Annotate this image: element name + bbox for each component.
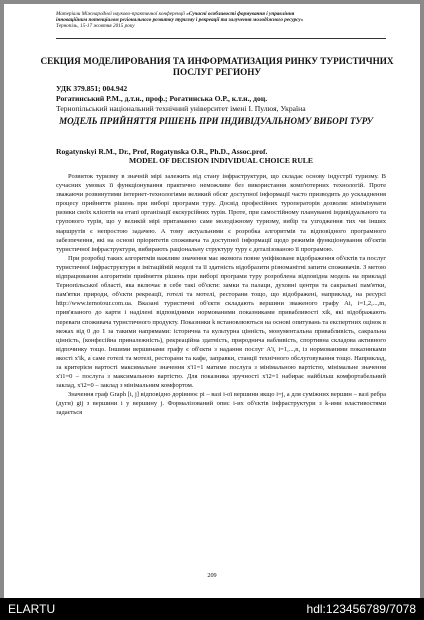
header-line1: Матеріали Міжнародної науково-практичної конференції bbox=[56, 11, 185, 17]
authors-en: Rogatynskyi R.M., Dr., Prof, Rogatynska O.R., Ph.D., Assoc.prof. bbox=[56, 147, 268, 156]
paper-title-ua: МОДЕЛЬ ПРИЙНЯТТЯ РІШЕНЬ ПРИ ІНДИВІДУАЛЬНОМУ ВИБОРІ ТУРУ bbox=[59, 116, 373, 126]
paragraph: Значення граф Graph [i, j] відповідно дорівнює pi – вазі i-ої вершини якщо i=j, а для суміжних вершин – вазі ребра (дуги) gij з вершини i у вершину j. Формалізований опис i-их об'єктів інфраструктури з k-ими властивостями задається bbox=[56, 391, 386, 417]
footer-repository-label: ELARTU bbox=[8, 602, 56, 616]
header-line2: інноваційним потенціалом регіонального розвитку туризму і рекреації та залучення молодіжного ресурсу» bbox=[56, 17, 304, 24]
viewer-footer bbox=[0, 598, 424, 620]
section-title: СЕКЦИЯ МОДЕЛИРОВАНИЯ ТА ИНФОРМАТИЗАЦИЯ РИНКУ ТУРИСТИЧНИХ ПОСЛУГ РЕГИОНУ bbox=[40, 56, 394, 77]
footer-handle-link[interactable]: hdl:123456789/7078 bbox=[306, 602, 416, 616]
page-number: 209 bbox=[207, 572, 217, 579]
authors-ua: Рогатинський Р.М., д.т.н., проф.; Рогатинська О.Р., к.т.н., доц. bbox=[56, 94, 268, 103]
header-rule bbox=[56, 38, 386, 39]
conference-header bbox=[56, 11, 386, 30]
paragraph: Розвиток туризму в значній мірі залежить від стану інфраструктури, що складає основу індустрії туризму. В сучасних умовах її функціонування практично неможливе без використання комп'ютерних технологій. Проте зважаючи розвинутими інтернет-технологіями великий обсяг доступної інформації часто призводить до ускладнення процесу прийняття рішень при виборі програми туру. Досвід професійних туроператорів дозволяє мінімізувати ризики своїх клієнтів на етапі організації екскурсійних турів. Проте, при самостійному плануванні індивідуального та групового турів, що у великій мірі притаманно саме молодіжному туризму, вибір та узгодження тих чи інших маршрутів є непростою задачею. А тому актуальними є розробка алгоритмів та відповідного програмного забезпечення, які на основі пріоритетів споживача та доступної інформації щодо режимів функціонування об'єктів туристичної інфраструктури, вибирають раціональну структуру туру є деталізованою її програмою. bbox=[56, 173, 386, 253]
header-line3: Тернопіль, 15-17 жовтня 2015 року bbox=[56, 23, 135, 30]
affiliation: Тернопільський національний технічний університет імені І. Пулюя, Україна bbox=[56, 104, 306, 113]
paper-title-en: MODEL OF DECISION INDIVIDUAL CHOICE RULE bbox=[129, 156, 313, 165]
body-text bbox=[56, 172, 386, 418]
udk-code: УДК 379.851; 004.942 bbox=[56, 84, 128, 93]
header-line1b: «Сучасні особливості формування і управління bbox=[186, 11, 295, 17]
paragraph: При розробці таких алгоритмів важливе значення має якомога повне уніфіковане відображення об'єктів та послуг туристичної інфраструктури в імітаційній моделі та її здатність відобразити різноманітні запити споживачів. З метою відпрацювання алгоритмів прийняття рішень при виборі програми туру розроблена відповідна модель на прикладі Тернопільської області, яка включає в себе такі об'єкти: замки та палаци, духовні центри та сакральні пам'ятки, пам'ятки природи, об'єкти рекреації, готелі та мотелі, ресторани тощо, що відображені, наприклад, на ресурсі http://www.ternotour.com.ua. Вказані туристичні об'єкти складають вершини зваженого графу Ai, i=1,2,...,m, прив'язаного до карти і наділені відповідними нормованими показниками привабливості xik, які відображають переваги споживача туристичного продукту. Показники k встановлюються на основі опитувань та експертних оцінок в межах від 0 до 1 за такими напрямами: історична та культурна цінність, монументальна привабливість, сакральна цінність, (конфесійна приналежність), рекреаційна здатність, природнича вабливість, спортивна складова активного відпочинку тощо. Іншими вершинами графу є об'єкти з надання послуг A'i, i=1,...,n, із нормованими показниками якості x'ik, а саме готелі та мотелі, ресторани та кафе, заправки, станції технічного обслуговування тощо. Наприклад, за критерієм вартості максимальне значення x'i1=1 матиме послуга з мінімальною вартістю, мінімальне значення x'i1=0 – послуга з максимальною вартістю. Для показника зручності x'i2=1 набирає найбільш комфортабельний заклад, x'i2=0 – заклад з мінімальним комфортом. bbox=[56, 254, 386, 390]
document-page bbox=[4, 4, 420, 598]
